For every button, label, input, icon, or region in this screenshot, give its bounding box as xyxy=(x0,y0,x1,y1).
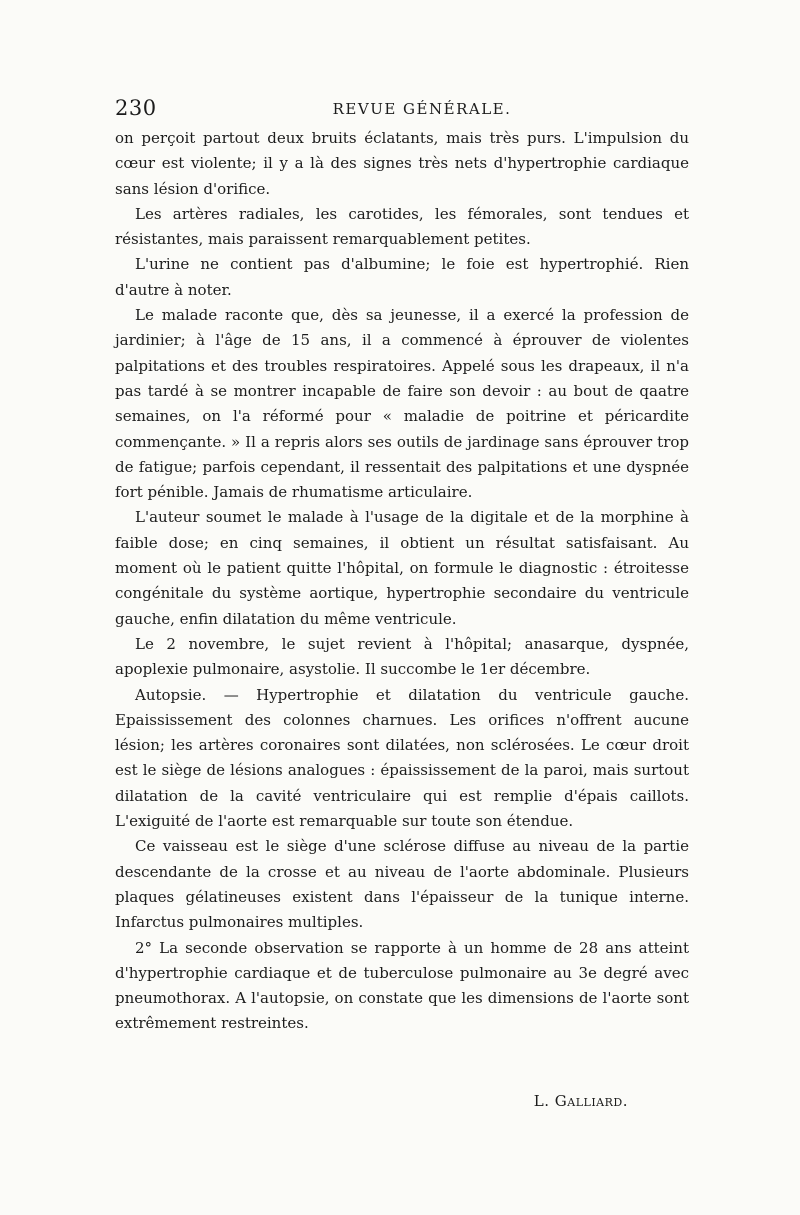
paragraph: Autopsie. — Hypertrophie et dilatation du ventricule gauche. Epaississement des colonnes charnues. Les orifices n'offrent aucune lésion; les artères coronaires sont dilatées, non sclérosées. Le cœur droit est le siège de lésions analogues : épaississement de la paroi, mais surtout dilatation de la cavité ventriculaire qui est remplie d'épais caillots. L'exiguité de l'aorte est remarquable sur toute son étendue. xyxy=(115,685,689,831)
paragraph: 2° La seconde observation se rapporte à un homme de 28 ans atteint d'hypertrophie cardiaque et de tuberculose pulmonaire au 3e degré avec pneumothorax. A l'autopsie, on constate que les dimensions de l'aorte sont extrêmement restreintes. xyxy=(115,938,689,1033)
paragraph: Le malade raconte que, dès sa jeunesse, il a exercé la profession de jardinier; à l'âge de 15 ans, il a commencé à éprouver de violentes palpitations et des troubles respiratoires. Appelé sous les drapeaux, il n'a pas tardé à se montrer incapable de faire son devoir : au bout de qaatre semaines, on l'a réformé pour « maladie de poitrine et péricardite commençante. » Il a repris alors ses outils de jardinage sans éprouver trop de fatigue; parfois cependant, il ressentait des palpitations et une dyspnée fort pénible. Jamais de rhumatisme articulaire. xyxy=(115,306,689,502)
body-text xyxy=(115,126,689,1037)
page-header xyxy=(115,96,689,120)
paragraph: L'urine ne contient pas d'albumine; le foie est hypertrophié. Rien d'autre à noter. xyxy=(115,255,689,299)
paragraph: Les artères radiales, les carotides, les fémorales, sont tendues et résistantes, mais paraissent remarquablement petites. xyxy=(115,204,689,249)
paragraph: on perçoit partout deux bruits éclatants, mais très purs. L'impulsion du cœur est violente; il y a là des signes très nets d'hypertrophie cardiaque sans lésion d'orifice. xyxy=(115,129,689,198)
running-title: REVUE GÉNÉRALE. xyxy=(332,100,512,118)
paragraph: Le 2 novembre, le sujet revient à l'hôpital; anasarque, dyspnée, apoplexie pulmonaire, asystolie. Il succombe le 1er décembre. xyxy=(115,634,689,679)
paragraph: Ce vaisseau est le siège d'une sclérose diffuse au niveau de la partie descendante de la crosse et au niveau de l'aorte abdominale. Plusieurs plaques gélatineuses existent dans l'épaisseur de la tunique interne. Infarctus pulmonaires multiples. xyxy=(115,837,689,932)
paragraph: L'auteur soumet le malade à l'usage de la digitale et de la morphine à faible dose; en cinq semaines, il obtient un résultat satisfaisant. Au moment où le patient quitte l'hôpital, on formule le diagnostic : étroitesse congénitale du système aortique, hypertrophie secondaire du ventricule gauche, enfin dilatation du même ventricule. xyxy=(115,508,689,628)
author-signature: L. Galliard. xyxy=(533,1092,628,1110)
page-number: 230 xyxy=(115,96,157,120)
